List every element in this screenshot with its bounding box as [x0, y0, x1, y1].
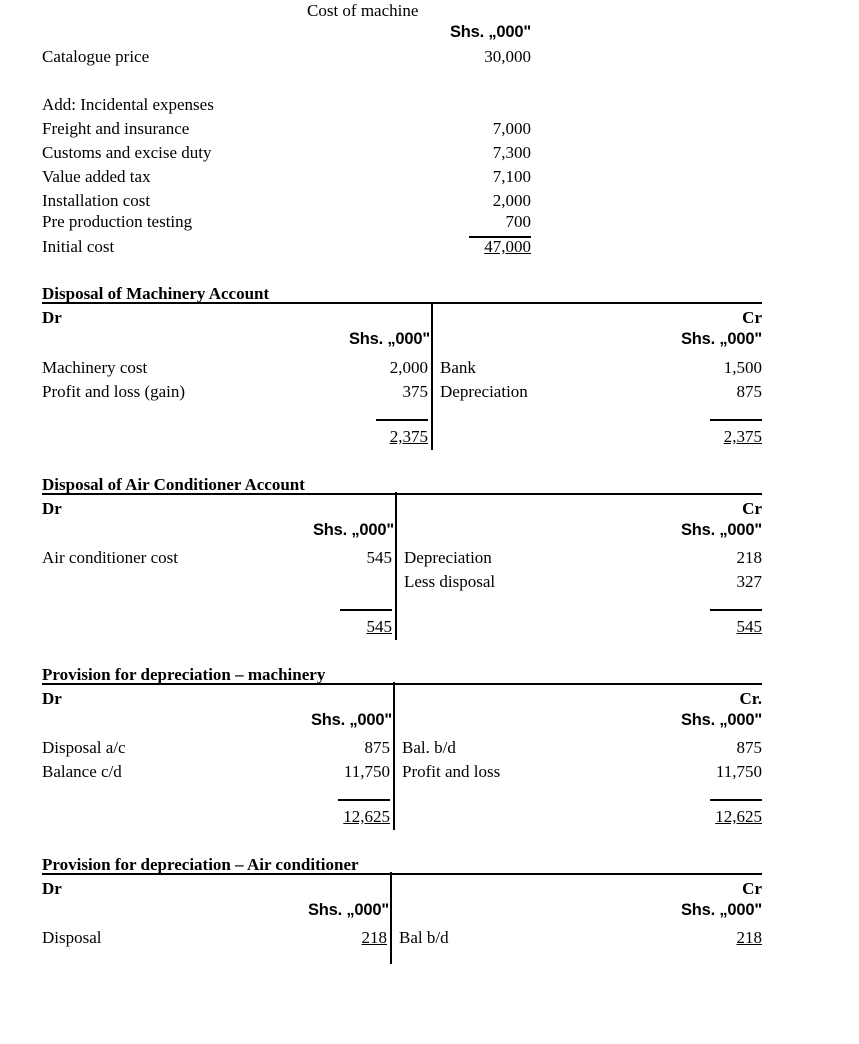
ledger-title: Disposal of Machinery Account	[42, 284, 270, 303]
credit-entry-value: 875	[736, 382, 762, 401]
cost-row-value: 47,000	[484, 237, 531, 256]
cost-row	[0, 210, 859, 234]
cost-row-label: Pre production testing	[42, 212, 193, 231]
cost-row	[0, 141, 859, 165]
credit-total-value: 12,625	[715, 807, 762, 826]
debit-entry-value: 375	[402, 382, 428, 401]
ledger-top-rule	[42, 683, 762, 685]
credit-entry-value: 218	[736, 928, 762, 947]
debit-side-label: Dr	[42, 499, 62, 518]
ledger-section	[0, 664, 859, 854]
debit-total-rule	[340, 609, 392, 611]
ledger-section	[0, 283, 859, 473]
credit-side-label: Cr	[742, 499, 762, 518]
cost-row	[0, 45, 859, 69]
cost-row-label: Installation cost	[42, 191, 151, 210]
debit-entry-label: Disposal a/c	[42, 738, 126, 757]
credit-entry-value: 875	[736, 738, 762, 757]
debit-entry-value: 218	[361, 928, 387, 947]
ledger-title: Disposal of Air Conditioner Account	[42, 475, 305, 494]
cost-row-label: Catalogue price	[42, 47, 150, 66]
debit-currency-header: Shs. „000"	[307, 901, 389, 919]
debit-side-label: Dr	[42, 308, 62, 327]
credit-currency-header: Shs. „000"	[680, 711, 762, 729]
cost-row-value: 7,000	[492, 119, 531, 138]
debit-total-rule	[338, 799, 390, 801]
debit-side-label: Dr	[42, 879, 62, 898]
debit-currency-header: Shs. „000"	[310, 711, 392, 729]
ledger-title: Provision for depreciation – machinery	[42, 665, 326, 684]
debit-entry-label: Machinery cost	[42, 358, 148, 377]
credit-total-rule	[710, 799, 762, 801]
debit-entry-label: Air conditioner cost	[42, 548, 178, 567]
cost-row-label: Customs and excise duty	[42, 143, 212, 162]
debit-entry-label: Disposal	[42, 928, 102, 947]
debit-total-value: 545	[366, 617, 392, 636]
debit-entry-label: Profit and loss (gain)	[42, 382, 186, 401]
debit-side-label: Dr	[42, 689, 62, 708]
cost-row-value: 2,000	[492, 191, 531, 210]
debit-entry-value: 545	[366, 548, 392, 567]
credit-currency-header: Shs. „000"	[680, 901, 762, 919]
cost-row	[0, 165, 859, 189]
credit-total-value: 2,375	[723, 427, 762, 446]
cost-row-value: 7,100	[492, 167, 531, 186]
debit-entry-label: Balance c/d	[42, 762, 122, 781]
cost-row	[0, 235, 859, 259]
cost-row-label: Value added tax	[42, 167, 151, 186]
ledger-top-rule	[42, 302, 762, 304]
subtotal-rule	[469, 236, 531, 238]
credit-entry-label: Less disposal	[404, 572, 496, 591]
credit-entry-label: Bal. b/d	[402, 738, 456, 757]
cost-row-value: 7,300	[492, 143, 531, 162]
cost-of-machine-currency-header: Shs. „000"	[449, 23, 531, 41]
debit-entry-value: 2,000	[389, 358, 428, 377]
cost-row-value: 30,000	[484, 47, 531, 66]
credit-entry-value: 1,500	[723, 358, 762, 377]
debit-total-rule	[376, 419, 428, 421]
credit-entry-label: Profit and loss	[402, 762, 501, 781]
cost-row	[0, 117, 859, 141]
credit-side-label: Cr	[742, 308, 762, 327]
ledger-title: Provision for depreciation – Air conditioner	[42, 855, 359, 874]
debit-entry-value: 875	[364, 738, 390, 757]
ledger-section	[0, 854, 859, 1044]
credit-entry-label: Depreciation	[440, 382, 528, 401]
credit-currency-header: Shs. „000"	[680, 521, 762, 539]
ledger-section	[0, 474, 859, 664]
cost-row-label: Initial cost	[42, 237, 115, 256]
cost-row-label: Freight and insurance	[42, 119, 190, 138]
credit-entry-value: 327	[736, 572, 762, 591]
cost-row	[0, 93, 859, 117]
credit-entry-label: Bal b/d	[399, 928, 449, 947]
cost-of-machine-title: Cost of machine	[307, 1, 419, 20]
debit-total-value: 2,375	[389, 427, 428, 446]
credit-entry-label: Bank	[440, 358, 476, 377]
debit-entry-value: 11,750	[343, 762, 390, 781]
credit-entry-value: 11,750	[715, 762, 762, 781]
credit-entry-value: 218	[736, 548, 762, 567]
ledger-top-rule	[42, 873, 762, 875]
credit-total-rule	[710, 609, 762, 611]
credit-side-label: Cr	[742, 879, 762, 898]
debit-total-value: 12,625	[343, 807, 390, 826]
credit-currency-header: Shs. „000"	[680, 330, 762, 348]
credit-total-value: 545	[736, 617, 762, 636]
debit-currency-header: Shs. „000"	[312, 521, 394, 539]
debit-currency-header: Shs. „000"	[348, 330, 430, 348]
cost-row-value: 700	[505, 212, 531, 231]
credit-side-label: Cr.	[739, 689, 762, 708]
credit-entry-label: Depreciation	[404, 548, 492, 567]
credit-total-rule	[710, 419, 762, 421]
cost-row-label: Add: Incidental expenses	[42, 95, 214, 114]
ledger-top-rule	[42, 493, 762, 495]
